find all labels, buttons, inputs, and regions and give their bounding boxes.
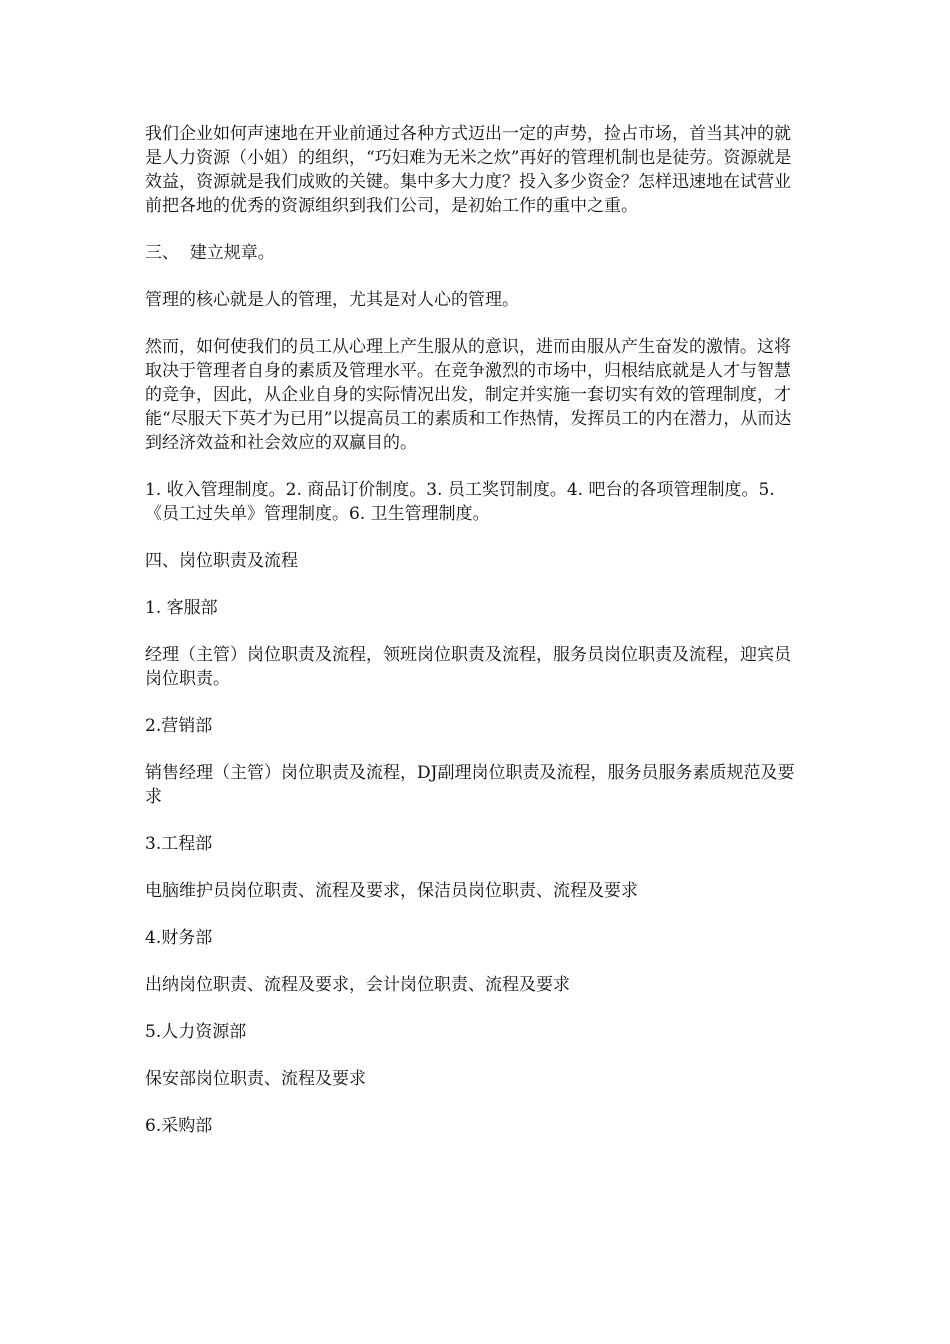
paragraph-rules-list: 1. 收入管理制度。2. 商品订价制度。3. 员工奖罚制度。4. 吧台的各项管理制度。5.《员工过失单》管理制度。6. 卫生管理制度。 xyxy=(145,480,775,524)
paragraph-dept-customer-service: 经理（主管）岗位职责及流程，领班岗位职责及流程，服务员岗位职责及流程，迎宾员岗位职责。 xyxy=(145,645,791,689)
paragraph-dept-hr: 保安部岗位职责、流程及要求 xyxy=(145,1069,366,1089)
heading-dept-hr: 5.人力资源部 xyxy=(145,1022,247,1042)
heading-dept-finance: 4.财务部 xyxy=(145,928,213,948)
document-page xyxy=(145,122,807,1161)
paragraph-dept-engineering: 电脑维护员岗位职责、流程及要求，保洁员岗位职责、流程及要求 xyxy=(145,881,638,901)
heading-dept-purchasing: 6.采购部 xyxy=(145,1116,213,1136)
paragraph-dept-marketing: 销售经理（主管）岗位职责及流程，DJ副理岗位职责及流程，服务员服务素质规范及要求 xyxy=(145,763,795,807)
paragraph-core: 管理的核心就是人的管理，尤其是对人心的管理。 xyxy=(145,290,519,310)
heading-dept-marketing: 2.营销部 xyxy=(145,716,213,736)
paragraph-intro: 我们企业如何声速地在开业前通过各种方式迈出一定的声势，捡占市场，首当其冲的就是人力资源（小姐）的组织，“巧妇难为无米之炊”再好的管理机制也是徒劳。资源就是效益，资源就是我们成败的关键。集中多大力度？投入多少资金？怎样迅速地在试营业前把各地的优秀的资源组织到我们公司，是初始工作的重中之重。 xyxy=(145,124,792,216)
heading-section-3: 三、 建立规章。 xyxy=(145,243,275,263)
heading-dept-customer-service: 1. 客服部 xyxy=(145,598,218,618)
paragraph-dept-finance: 出纳岗位职责、流程及要求，会计岗位职责、流程及要求 xyxy=(145,975,570,995)
paragraph-however: 然而，如何使我们的员工从心理上产生服从的意识，进而由服从产生奋发的激情。这将取决于管理者自身的素质及管理水平。在竞争激烈的市场中，归根结底就是人才与智慧的竞争，因此，从企业自身的实际情况出发，制定并实施一套切实有效的管理制度，才能“尽服天下英才为已用”以提高员工的素质和工作热情，发挥员工的内在潜力，从而达到经济效益和社会效应的双赢目的。 xyxy=(145,337,792,453)
heading-section-4: 四、岗位职责及流程 xyxy=(145,551,298,571)
heading-dept-engineering: 3.工程部 xyxy=(145,834,213,854)
